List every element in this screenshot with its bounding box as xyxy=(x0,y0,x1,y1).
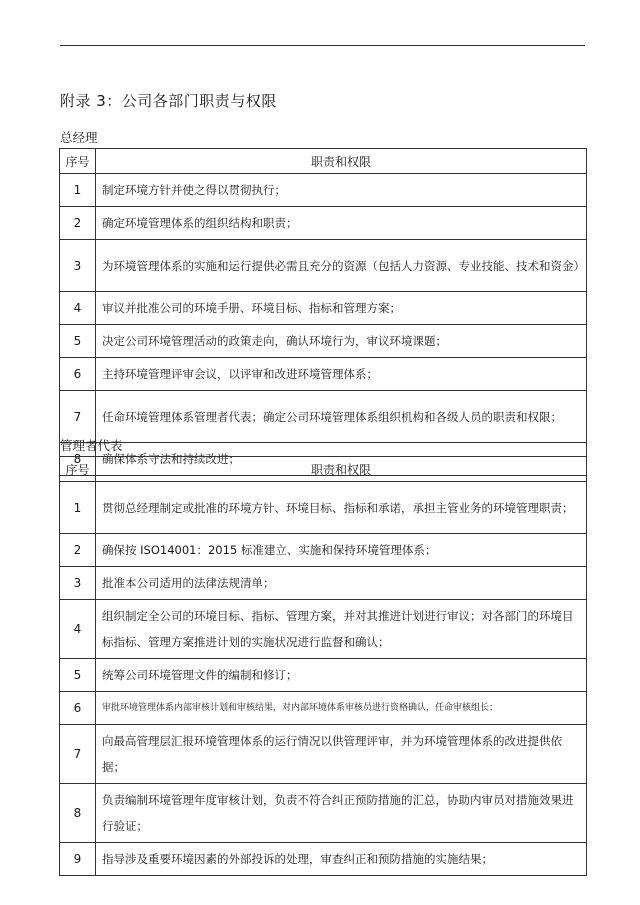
row-text: 制定环境方针并使之得以贯彻执行； xyxy=(96,174,587,207)
table-row xyxy=(60,207,587,240)
table-row xyxy=(60,391,587,443)
header-rule xyxy=(60,45,585,46)
row-text: 批准本公司适用的法律法规清单； xyxy=(96,567,587,600)
table-row xyxy=(60,692,587,725)
table-row xyxy=(60,240,587,292)
column-header-no: 序号 xyxy=(60,149,96,174)
table-row xyxy=(60,292,587,325)
row-text: 任命环境管理体系管理者代表；确定公司环境管理体系组织机构和各级人员的职责和权限； xyxy=(96,391,587,443)
row-text: 确保体系守法和持续改进； xyxy=(96,443,587,476)
row-text: 为环境管理体系的实施和运行提供必需且充分的资源（包括人力资源、专业技能、技术和资金） xyxy=(96,240,587,292)
row-text: 主持环境管理评审会议，以评审和改进环境管理体系； xyxy=(96,358,587,391)
table-row xyxy=(60,482,587,534)
row-number: 6 xyxy=(60,692,96,725)
table-row xyxy=(60,725,587,784)
row-text: 确定环境管理体系的组织结构和职责； xyxy=(96,207,587,240)
row-number: 3 xyxy=(60,240,96,292)
table-row xyxy=(60,659,587,692)
table-row xyxy=(60,174,587,207)
column-header-duty: 职责和权限 xyxy=(96,457,587,482)
table-row xyxy=(60,843,587,876)
row-number: 3 xyxy=(60,567,96,600)
row-number: 7 xyxy=(60,391,96,443)
table-row xyxy=(60,600,587,659)
row-number: 7 xyxy=(60,725,96,784)
row-number: 4 xyxy=(60,292,96,325)
duty-table-management-representative xyxy=(59,456,587,876)
row-text: 向最高管理层汇报环境管理体系的运行情况以供管理评审，并为环境管理体系的改进提供依据； xyxy=(96,725,587,784)
duty-table-general-manager xyxy=(59,148,587,476)
section-label-management-representative: 管理者代表 xyxy=(60,438,123,453)
row-number: 5 xyxy=(60,325,96,358)
table-row xyxy=(60,534,587,567)
row-text: 决定公司环境管理活动的政策走向，确认环境行为，审议环境课题； xyxy=(96,325,587,358)
row-text: 确保按 ISO14001：2015 标准建立、实施和保持环境管理体系； xyxy=(96,534,587,567)
row-number: 5 xyxy=(60,659,96,692)
column-header-duty: 职责和权限 xyxy=(96,149,587,174)
row-text: 组织制定全公司的环境目标、指标、管理方案，并对其推进计划进行审议；对各部门的环境目标指标、管理方案推进计划的实施状况进行监督和确认； xyxy=(96,600,587,659)
table-header-row xyxy=(60,149,587,174)
row-number: 4 xyxy=(60,600,96,659)
row-number: 1 xyxy=(60,482,96,534)
section-label-general-manager: 总经理 xyxy=(60,130,98,145)
row-number: 6 xyxy=(60,358,96,391)
table-header-row xyxy=(60,457,587,482)
table-row xyxy=(60,784,587,843)
row-number: 8 xyxy=(60,443,96,476)
row-number: 2 xyxy=(60,534,96,567)
row-number: 8 xyxy=(60,784,96,843)
column-header-no: 序号 xyxy=(60,457,96,482)
row-text: 负责编制环境管理年度审核计划，负责不符合纠正预防措施的汇总，协助内审员对措施效果进行验证； xyxy=(96,784,587,843)
table-row xyxy=(60,325,587,358)
row-text: 统筹公司环境管理文件的编制和修订； xyxy=(96,659,587,692)
row-number: 1 xyxy=(60,174,96,207)
table-row xyxy=(60,358,587,391)
row-text: 指导涉及重要环境因素的外部投诉的处理，审查纠正和预防措施的实施结果； xyxy=(96,843,587,876)
page-title: 附录 3：公司各部门职责与权限 xyxy=(60,92,277,110)
table-row xyxy=(60,567,587,600)
row-number: 2 xyxy=(60,207,96,240)
row-text: 审批环境管理体系内部审核计划和审核结果，对内部环境体系审核员进行资格确认，任命审核组长； xyxy=(96,692,587,725)
row-text: 贯彻总经理制定或批准的环境方针、环境目标、指标和承诺，承担主管业务的环境管理职责； xyxy=(96,482,587,534)
row-number: 9 xyxy=(60,843,96,876)
row-text: 审议并批准公司的环境手册、环境目标、指标和管理方案； xyxy=(96,292,587,325)
